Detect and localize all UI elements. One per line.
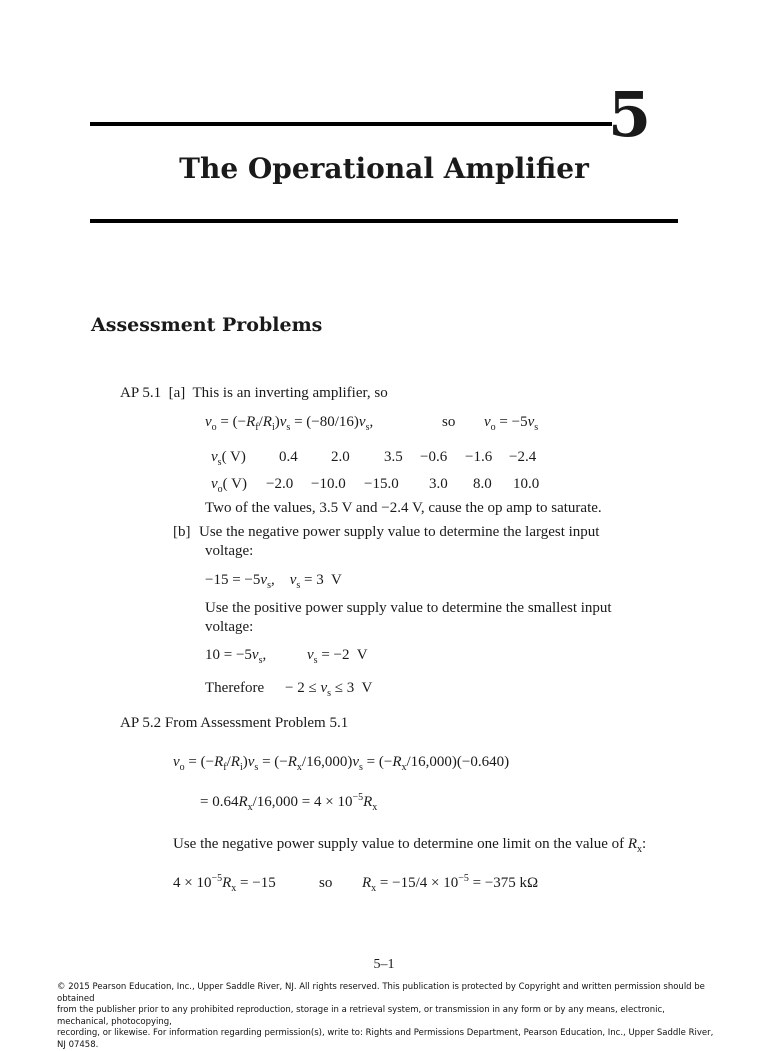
equation-gain: $v_o = (-R_f/R_i)v_s = (-80/16)v_s$, — [205, 414, 374, 433]
equation-ap52-limit: $4 \times 10^{-5}R_x = -15$ — [173, 873, 276, 894]
equation-ap52-gain: $v_o = (-R_f/R_i)v_s = (-R_x/16,000)v_s = (-R_x/16,000)(-0.640)$ — [173, 754, 510, 773]
section-heading: Assessment Problems — [91, 314, 323, 336]
table-vs-header: $v_s$( V) — [211, 449, 246, 468]
table-cell: −2.4 — [509, 449, 537, 465]
chapter-top-rule — [90, 122, 612, 126]
ap52-intro: From Assessment Problem 5.1 — [164, 715, 349, 731]
therefore-label: Therefore — [205, 680, 265, 696]
ap51-part-a-marker: [a] — [168, 385, 186, 401]
ap51-label — [120, 385, 388, 402]
equation-ap52-simplified: = $0.64R_x/16,000 = 4 \times 10^{-5}R_x$ — [200, 792, 378, 813]
ap52-number: AP 5.2 — [120, 715, 162, 731]
table-cell: −15.0 — [364, 476, 399, 492]
ap51-part-b-text2b: voltage: — [205, 619, 254, 635]
table-cell: −2.0 — [266, 476, 294, 492]
ap52-label — [120, 715, 348, 732]
equation-input-range: − $2 \le v_s \le 3$ V — [285, 680, 373, 699]
table-cell: 8.0 — [473, 476, 492, 492]
ap51-part-b-text1b: voltage: — [205, 543, 254, 559]
equation-so-word: so — [442, 414, 456, 430]
chapter-number: 5 — [608, 78, 652, 151]
ap51-part-b-text1: Use the negative power supply value to determine the largest input — [199, 524, 600, 540]
equation-gain-result: $v_o = -5v_s$ — [484, 414, 539, 433]
table-cell: −1.6 — [465, 449, 493, 465]
table-cell: 3.0 — [429, 476, 448, 492]
footer-line: © 2015 Pearson Education, Inc., Upper Saddle River, NJ. All rights reserved. This publication is protected by Copyright and written permission should be obtained — [57, 982, 705, 1004]
copyright-footer — [57, 982, 717, 1051]
voltage-table — [207, 449, 547, 497]
table-cell: 10.0 — [513, 476, 540, 492]
ap51-part-b-marker: [b] — [173, 524, 191, 540]
equation-largest-input: $-15 = -5v_s$, $v_s = 3$ V — [205, 572, 342, 591]
ap52-neg-supply-text: Use the negative power supply value to determine one limit on the value of $R_x$: — [173, 836, 647, 855]
footer-line: recording, or likewise. For information regarding permission(s), write to: Rights and Permissions Department, Pearson Education, Inc., Upper Saddle River, NJ 07458. — [57, 1028, 714, 1050]
table-cell: 3.5 — [384, 449, 403, 465]
table-cell: 0.4 — [279, 449, 298, 465]
saturate-note: Two of the values, 3.5 V and −2.4 V, cause the op amp to saturate. — [205, 500, 602, 516]
equation-ap52-so-word: so — [319, 875, 333, 891]
ap51-number: AP 5.1 — [120, 385, 162, 401]
equation-smallest-input: $10 = -5v_s$, — [205, 647, 267, 666]
chapter-bottom-rule — [90, 219, 678, 223]
table-cell: −0.6 — [420, 449, 448, 465]
equation-ap52-result: $R_x = -15/4 \times 10^{-5} = -375$ kΩ — [362, 873, 539, 894]
chapter-title: The Operational Amplifier — [179, 152, 589, 185]
table-vo-header: $v_o$( V) — [211, 476, 247, 495]
table-cell: 2.0 — [331, 449, 350, 465]
table-cell: −10.0 — [311, 476, 346, 492]
page-number: 5–1 — [373, 957, 395, 972]
ap51-part-b-text2: Use the positive power supply value to determine the smallest input — [205, 600, 612, 616]
footer-line: from the publisher prior to any prohibited reproduction, storage in a retrieval system, or transmission in any form or by any means, electronic, mechanical, photocopying, — [57, 1005, 665, 1027]
ap52-neg-supply-sentence: Use the negative power supply value to determine one limit on the value of — [173, 836, 625, 852]
equation-smallest-input-result: $v_s = -2$ V — [307, 647, 368, 666]
ap51-part-a-intro: This is an inverting amplifier, so — [192, 385, 388, 401]
